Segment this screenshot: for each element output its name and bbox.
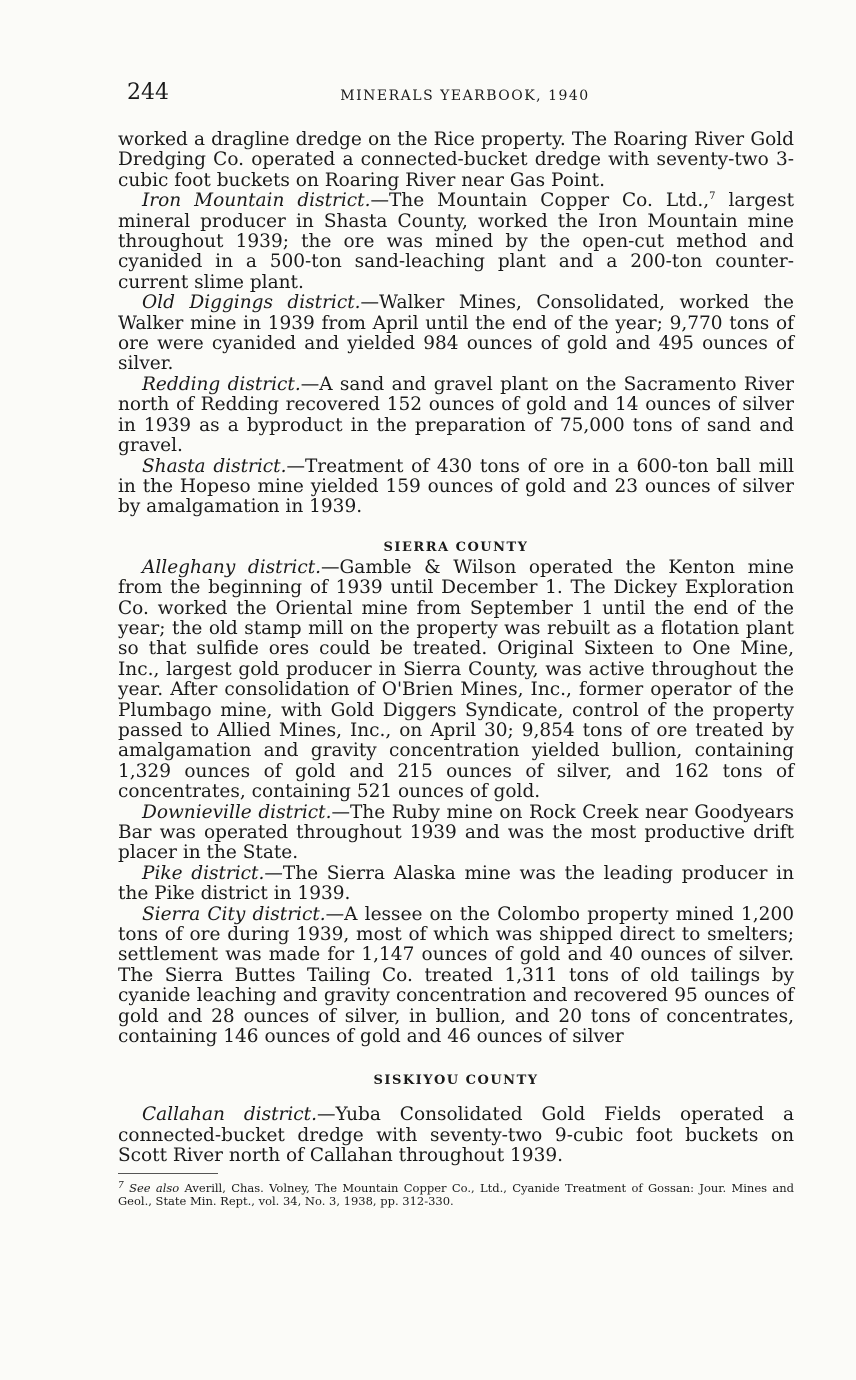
district-name: Callahan district.: [142, 1104, 317, 1126]
footnote-see-also: See also: [129, 1180, 180, 1195]
paragraph-shasta: [118, 457, 794, 518]
page-number: 244: [127, 80, 169, 105]
paragraph-text: largest mineral producer in Shasta County, worked the Iron Mountain mine throughout 1939; the ore was mined by the open-cut method and cyanided in a 500-ton sand-leaching plant and a 200-ton counter-current slime plant.: [118, 190, 795, 293]
paragraph-text: —Gamble & Wilson operated the Kenton mine from the beginning of 1939 until December 1. The Dickey Exploration Co. worked the Oriental mine from September 1 until the end of the year; the old stamp mill on the property was rebuilt as a flotation plant so that sulfide ores could be treated. Original Sixteen to One Mine, Inc., largest gold producer in Sierra County, was active throughout the year. After consolidation of O'Brien Mines, Inc., former operator of the Plumbago mine, with Gold Diggers Syndicate, control of the property passed to Allied Mines, Inc., on April 30; 9,854 tons of ore treated by amalgamation and gravity concentration yielded bullion, containing 1,329 ounces of gold and 215 ounces of silver, and 162 tons of concentrates, containing 521 ounces of gold.: [118, 556, 794, 803]
section-heading-sierra: SIERRA COUNTY: [383, 539, 529, 555]
footnote-reference: 7: [709, 191, 716, 203]
paragraph-downieville: [118, 803, 794, 864]
paragraph-dredging: worked a dragline dredge on the Rice property. The Roaring River Gold Dredging Co. operated a connected-bucket dredge with seventy-two 3-cubic foot buckets on Roaring River near Gas Point.: [118, 129, 794, 191]
paragraph-sierra-city: [118, 905, 794, 1048]
paragraph-text: —A lessee on the Colombo property mined 1,200 tons of ore during 1939, most of which was shipped direct to smelters; settlement was made for 1,147 ounces of gold and 40 ounces of silver. The Sierra Buttes Tailing Co. treated 1,311 tons of old tailings by cyanide leaching and gravity concentration and recovered 95 ounces of gold and 28 ounces of silver, in bullion, and 20 tons of concentrates, containing 146 ounces of gold and 46 ounces of silver: [118, 903, 794, 1048]
paragraph-old-diggings: [118, 293, 794, 375]
paragraph-text: —Yuba Consolidated Gold Fields operated a connected-bucket dredge with seventy-two 9-cubic foot buckets on Scott River north of Callahan throughout 1939.: [118, 1104, 794, 1167]
district-name: Pike district.: [142, 862, 265, 884]
running-head: MINERALS YEARBOOK, 1940: [340, 88, 590, 104]
district-name: Sierra City district.: [142, 903, 326, 925]
page-header: [118, 80, 794, 110]
paragraph-text: —Treatment of 430 tons of ore in a 600-ton ball mill in the Hopeso mine yielded 159 ounces of gold and 23 ounces of silver by amalgamation in 1939.: [118, 455, 794, 518]
paragraph-text: —A sand and gravel plant on the Sacramento River north of Redding recovered 152 ounces of gold and 14 ounces of silver in 1939 as a byproduct in the preparation of 75,000 tons of sand and gravel.: [118, 373, 794, 457]
section-heading-siskiyou: SISKIYOU COUNTY: [373, 1073, 539, 1089]
district-name: Shasta district.: [142, 455, 287, 477]
footnote-mark: 7: [118, 1180, 124, 1191]
district-name: Alleghany district.: [142, 556, 322, 578]
paragraph-pike: [118, 864, 794, 905]
district-name: Iron Mountain district.: [142, 190, 371, 212]
paragraph-text: —The Sierra Alaska mine was the leading producer in the Pike district in 1939.: [118, 862, 794, 905]
district-name: Redding district.: [142, 373, 301, 395]
paragraph-callahan: [118, 1105, 794, 1166]
footnote-divider: [118, 1173, 218, 1174]
paragraph-alleghany: [118, 558, 794, 803]
district-name: Downieville district.: [142, 801, 332, 823]
paragraph-redding: [118, 375, 794, 457]
paragraph-text: —The Ruby mine on Rock Creek near Goodyears Bar was operated throughout 1939 and was the most productive drift placer in the State.: [118, 801, 794, 864]
paragraph-text: —The Mountain Copper Co. Ltd.,: [370, 190, 710, 212]
footnote: [118, 1180, 794, 1208]
body-text: [118, 130, 794, 1208]
paragraph-iron-mountain: [118, 191, 794, 293]
paragraph-text: —Walker Mines, Consolidated, worked the Walker mine in 1939 from April until the end of the year; 9,770 tons of ore were cyanided and yielded 984 ounces of gold and 495 ounces of silver.: [118, 292, 794, 375]
district-name: Old Diggings district.: [142, 292, 361, 314]
document-page: [118, 80, 794, 1208]
footnote-text: Averill, Chas. Volney, The Mountain Copper Co., Ltd., Cyanide Treatment of Gossan: Jour. Mines and Geol., State Min. Rept., vol. 34, No. 3, 1938, pp. 312-330.: [118, 1180, 794, 1208]
